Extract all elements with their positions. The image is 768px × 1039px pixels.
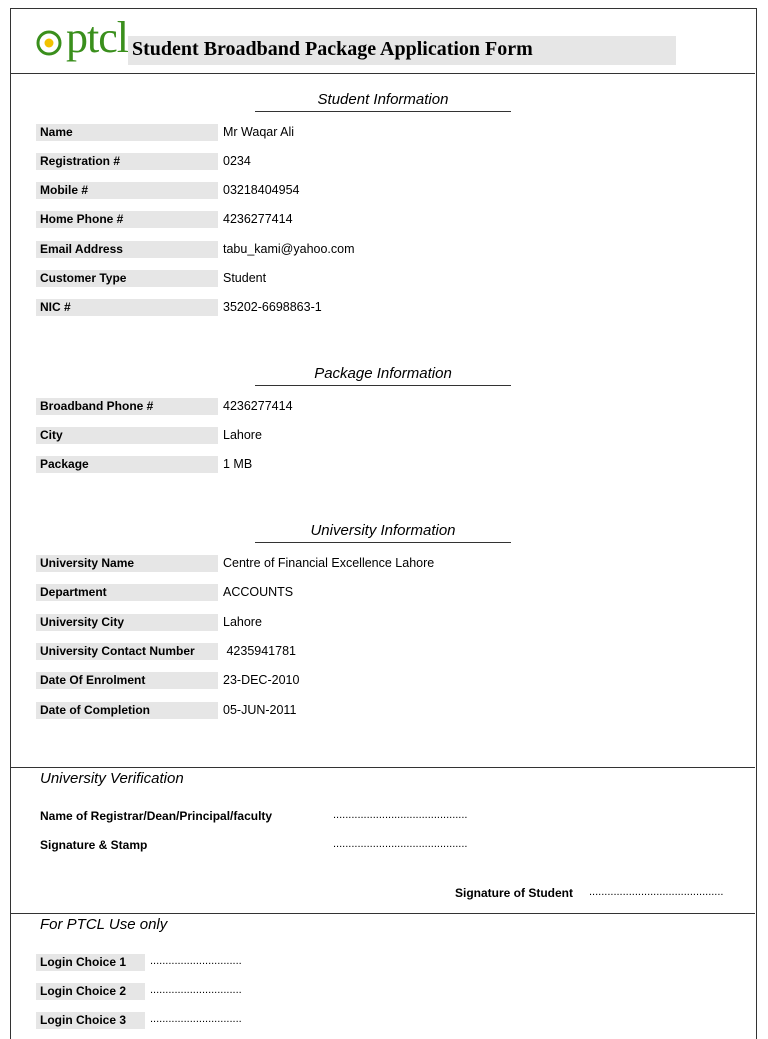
email-value: tabu_kami@yahoo.com	[223, 242, 355, 256]
completion-date-label: Date of Completion	[36, 702, 218, 719]
ptcl-use-divider	[10, 913, 755, 914]
login-choice-1-label: Login Choice 1	[36, 954, 145, 971]
registrar-label: Name of Registrar/Dean/Principal/faculty	[40, 809, 273, 823]
enrolment-date-label: Date Of Enrolment	[36, 672, 218, 689]
department-value: ACCOUNTS	[223, 585, 294, 599]
nic-label: NIC #	[36, 299, 218, 316]
home-phone-label: Home Phone #	[36, 211, 218, 228]
package-info-heading: Package Information	[255, 365, 511, 386]
city-value: Lahore	[223, 428, 262, 442]
registration-value: 0234	[223, 154, 251, 168]
university-city-label: University City	[36, 614, 218, 631]
registrar-field[interactable]: ............................................	[333, 809, 468, 821]
login-choice-1-field[interactable]: ..............................	[150, 955, 242, 967]
verification-divider	[10, 767, 755, 768]
login-choice-3-label: Login Choice 3	[36, 1012, 145, 1029]
student-signature-field[interactable]: ............................................	[589, 886, 724, 898]
signature-stamp-field[interactable]: ............................................	[333, 838, 468, 850]
signature-stamp-label: Signature & Stamp	[40, 838, 148, 852]
ptcl-use-heading: For PTCL Use only	[40, 916, 168, 933]
broadband-phone-value: 4236277414	[223, 399, 293, 413]
ptcl-logo-text: ptcl	[66, 13, 128, 62]
nic-value: 35202-6698863-1	[223, 300, 322, 314]
university-contact-label: University Contact Number	[36, 643, 218, 660]
package-value: 1 MB	[223, 457, 253, 471]
registration-label: Registration #	[36, 153, 218, 170]
broadband-phone-label: Broadband Phone #	[36, 398, 218, 415]
student-signature-label: Signature of Student	[455, 886, 573, 900]
name-label: Name	[36, 124, 218, 141]
header-divider	[10, 73, 755, 74]
mobile-label: Mobile #	[36, 182, 218, 199]
name-value: Mr Waqar Ali	[223, 125, 295, 139]
mobile-value: 03218404954	[223, 183, 300, 197]
ptcl-logo	[36, 13, 128, 66]
department-label: Department	[36, 584, 218, 601]
title-bar	[128, 36, 676, 65]
form-title: Student Broadband Package Application Form	[132, 38, 533, 60]
customer-type-value: Student	[223, 271, 267, 285]
city-label: City	[36, 427, 218, 444]
verification-heading: University Verification	[40, 770, 184, 787]
login-choice-2-label: Login Choice 2	[36, 983, 145, 1000]
email-label: Email Address	[36, 241, 218, 258]
university-name-value: Centre of Financial Excellence Lahore	[223, 556, 435, 570]
university-city-value: Lahore	[223, 615, 262, 629]
completion-date-value: 05-JUN-2011	[223, 703, 297, 717]
university-info-heading: University Information	[255, 522, 511, 543]
login-choice-3-field[interactable]: ..............................	[150, 1013, 242, 1025]
customer-type-label: Customer Type	[36, 270, 218, 287]
university-contact-value: 4235941781	[223, 644, 296, 658]
enrolment-date-value: 23-DEC-2010	[223, 673, 300, 687]
student-info-heading: Student Information	[255, 91, 511, 112]
university-name-label: University Name	[36, 555, 218, 572]
package-label: Package	[36, 456, 218, 473]
ptcl-logo-circle-icon	[36, 28, 62, 58]
login-choice-2-field[interactable]: ..............................	[150, 984, 242, 996]
home-phone-value: 4236277414	[223, 212, 293, 226]
